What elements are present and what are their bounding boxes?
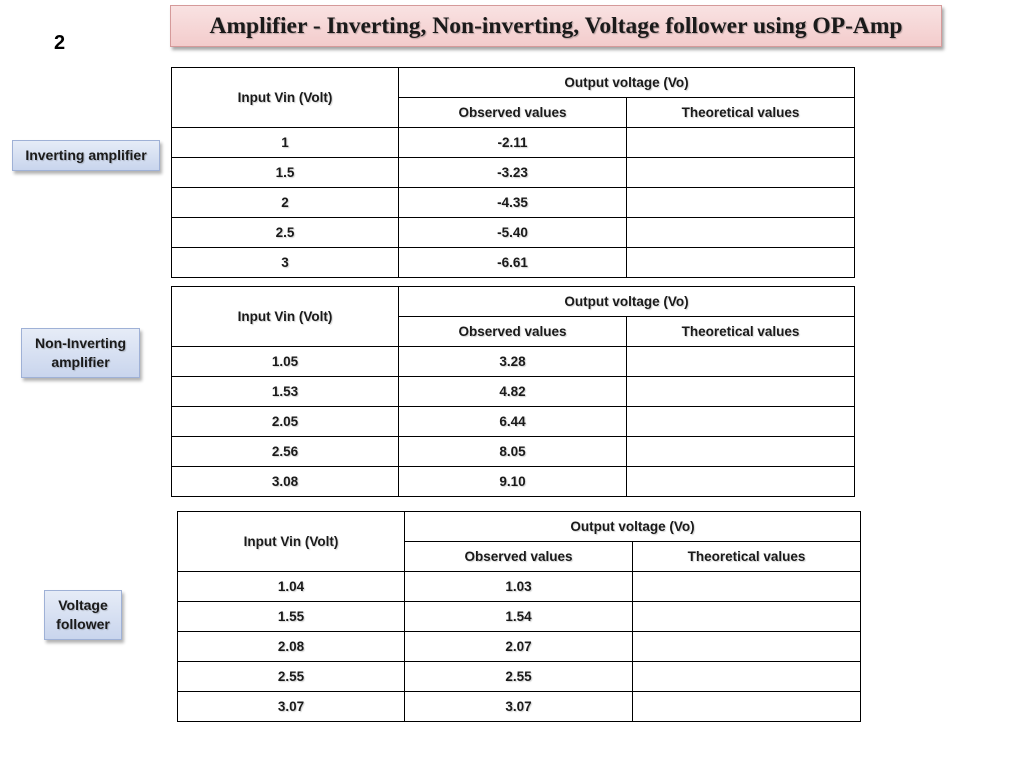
vin-cell: 2 [172,188,399,218]
theoretical-cell [633,692,861,722]
voltage-follower-label-line1: Voltage [58,597,108,613]
input-vin-header: Input Vin (Volt) [172,68,399,128]
observed-values-header: Observed values [405,542,633,572]
theoretical-values-header: Theoretical values [627,317,855,347]
observed-cell: -5.40 [399,218,627,248]
vin-cell: 3 [172,248,399,278]
output-voltage-header: Output voltage (Vo) [399,287,855,317]
vin-cell: 2.56 [172,437,399,467]
theoretical-cell [627,128,855,158]
vin-cell: 3.07 [178,692,405,722]
table-header-row [172,68,855,98]
theoretical-cell [627,218,855,248]
table-row [172,407,855,437]
observed-cell: 1.03 [405,572,633,602]
voltage-follower-label-line2: follower [56,616,110,632]
table-row [178,662,861,692]
table-row [178,692,861,722]
observed-cell: 4.82 [399,377,627,407]
slide-number: 2 [54,32,66,54]
observed-cell: 1.54 [405,602,633,632]
theoretical-values-header: Theoretical values [633,542,861,572]
vin-cell: 2.55 [178,662,405,692]
inverting-amplifier-label [12,140,160,171]
non-inverting-amplifier-table [171,286,855,497]
observed-cell: -2.11 [399,128,627,158]
theoretical-cell [633,572,861,602]
vin-cell: 1.55 [178,602,405,632]
vin-cell: 1.05 [172,347,399,377]
theoretical-cell [627,248,855,278]
non-inverting-label-line2: amplifier [51,354,110,370]
vin-cell: 2.5 [172,218,399,248]
table-row [172,188,855,218]
vin-cell: 2.05 [172,407,399,437]
table-row [172,347,855,377]
theoretical-cell [627,188,855,218]
observed-values-header: Observed values [399,317,627,347]
table-row [178,602,861,632]
table-row [172,218,855,248]
theoretical-cell [633,632,861,662]
table-row [172,467,855,497]
theoretical-cell [627,467,855,497]
observed-cell: 9.10 [399,467,627,497]
non-inverting-label-line1: Non-Inverting [35,335,126,351]
output-voltage-header: Output voltage (Vo) [405,512,861,542]
theoretical-cell [627,158,855,188]
vin-cell: 3.08 [172,467,399,497]
non-inverting-amplifier-label [21,328,140,378]
table-row [172,437,855,467]
theoretical-cell [627,377,855,407]
observed-cell: 3.07 [405,692,633,722]
observed-cell: 3.28 [399,347,627,377]
output-voltage-header: Output voltage (Vo) [399,68,855,98]
table-row [178,632,861,662]
theoretical-cell [633,662,861,692]
vin-cell: 1.5 [172,158,399,188]
observed-values-header: Observed values [399,98,627,128]
theoretical-cell [627,407,855,437]
table-row [172,377,855,407]
table-row [172,248,855,278]
observed-cell: -3.23 [399,158,627,188]
inverting-amplifier-label-text: Inverting amplifier [25,147,147,163]
vin-cell: 2.08 [178,632,405,662]
table-row [172,128,855,158]
vin-cell: 1 [172,128,399,158]
inverting-amplifier-table [171,67,855,278]
voltage-follower-label [44,590,122,640]
table-row [178,572,861,602]
observed-cell: 2.55 [405,662,633,692]
vin-cell: 1.04 [178,572,405,602]
page-title: Amplifier - Inverting, Non-inverting, Voltage follower using OP-Amp [170,5,942,47]
table-row [172,158,855,188]
input-vin-header: Input Vin (Volt) [178,512,405,572]
observed-cell: -6.61 [399,248,627,278]
input-vin-header: Input Vin (Volt) [172,287,399,347]
theoretical-cell [633,602,861,632]
voltage-follower-table [177,511,861,722]
theoretical-cell [627,347,855,377]
table-header-row [172,287,855,317]
theoretical-cell [627,437,855,467]
theoretical-values-header: Theoretical values [627,98,855,128]
vin-cell: 1.53 [172,377,399,407]
observed-cell: 8.05 [399,437,627,467]
table-header-row [178,512,861,542]
observed-cell: 6.44 [399,407,627,437]
observed-cell: -4.35 [399,188,627,218]
observed-cell: 2.07 [405,632,633,662]
